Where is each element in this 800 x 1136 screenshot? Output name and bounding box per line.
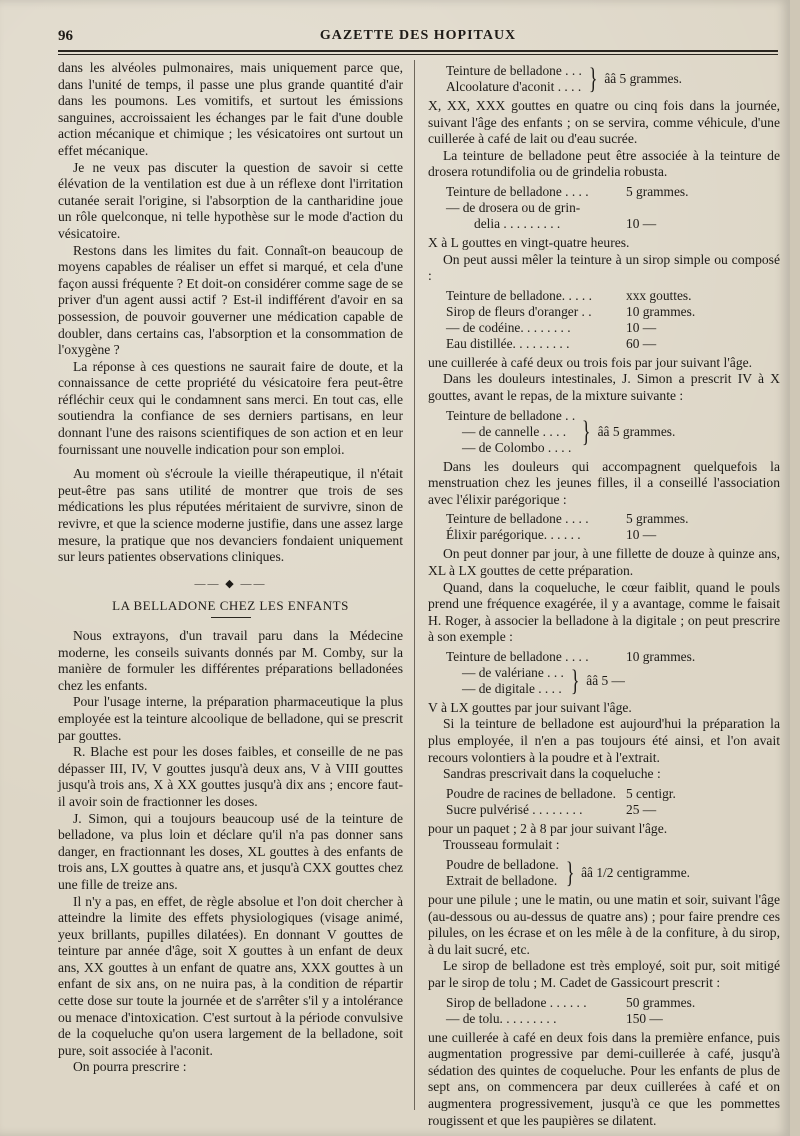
recipe-belladone-drosera xyxy=(446,184,780,232)
recipe-elixir xyxy=(446,511,780,543)
recipe-sirop xyxy=(446,288,780,352)
recipe-line: Teinture de belladone . . xyxy=(446,407,576,423)
recipe-dose: 10 — xyxy=(626,319,657,335)
recipe-valeriane-digitale xyxy=(446,665,780,697)
recipe-dose: 50 grammes. xyxy=(626,994,696,1010)
paragraph: On peut donner par jour, à une fillette de douze à quinze ans, XL à LX gouttes de cette préparation. xyxy=(428,546,780,578)
paragraph: X à L gouttes en vingt-quatre heures. xyxy=(428,234,630,250)
recipe-dose: 5 grammes. xyxy=(626,183,689,199)
recipe-dose: 5 grammes. xyxy=(626,511,689,527)
paragraph: une cuillerée à café en deux fois dans la première enfance, puis augmentation progressive par demi-cuillerée à café, jusqu'à sédation des quintes de coqueluche. Pour les enfants de plus de sept ans, on commencera par deux cuillerées à café et on augmentera progressivement, jusqu'à ce que les pommettes rougissent et que les paupières se dilatent. xyxy=(428,1029,780,1128)
recipe-dose: 10 — xyxy=(626,527,657,543)
paragraph: Le sirop de belladone est très employé, soit pur, soit mitigé par le sirop de tolu ; M. Cadet de Gassicourt prescrit : xyxy=(428,958,780,990)
recipe-dose: 10 — xyxy=(626,215,657,231)
brace-icon: } xyxy=(582,414,591,448)
paragraph: Quand, dans la coqueluche, le cœur faiblit, quand le pouls prend une fréquence exagérée, il y a avantage, comme le faisait H. Roger, à associer la belladone à la digitale ; on peut prescrire à son exemple : xyxy=(428,579,780,645)
paragraph: Au moment où s'écroule la vieille thérapeutique, il n'était peut-être pas sans utilité de montrer que trois de ses médications les plus réputées méritaient de survivre, sinon de revivre, et que la science moderne justifie, dans une assez large mesure, la pratique que nos devanciers fondaient uniquement sur leurs patientes observations cliniques. xyxy=(58,466,403,565)
recipe-line: Teinture de belladone . . . . xyxy=(446,648,589,664)
paragraph: Trousseau formulait : xyxy=(442,837,560,853)
ornament-divider: —— ◆ —— xyxy=(194,577,267,590)
recipe-line: Extrait de belladone. xyxy=(446,873,558,889)
recipe-line: Poudre de racines de belladone. xyxy=(446,785,616,801)
recipe-line: — de cannelle . . . . xyxy=(462,423,567,439)
paragraph: On pourra prescrire : xyxy=(72,1059,187,1075)
paragraph: Pour l'usage interne, la préparation pharmaceutique la plus employée est la teinture alcoolique de belladone, qui se prescrit par gouttes. xyxy=(58,694,404,743)
paragraph: Si la teinture de belladone est aujourd'hui la préparation la plus employée, il n'en a pas toujours été ainsi, et l'on avait recours volontiers à la poudre et à l'extrait. xyxy=(428,716,780,765)
recipe-pilule xyxy=(446,857,780,889)
brace-icon: } xyxy=(588,62,598,95)
recipe-line: Teinture de belladone . . . xyxy=(446,63,582,78)
paragraph: La teinture de belladone peut être associée à la teinture de drosera rotundifolia ou de grindelia robusta. xyxy=(428,147,780,180)
recipe-belladone-aconit xyxy=(446,63,780,95)
paragraph: Sandras prescrivait dans la coqueluche : xyxy=(442,766,661,782)
brace-icon: } xyxy=(565,856,575,890)
paragraph: Dans les douleurs qui accompagnent quelquefois la menstruation chez les jeunes filles, il a conseillé l'association avec l'élixir parégorique : xyxy=(428,458,780,507)
paragraph: La réponse à ces questions ne saurait faire de doute, et la connaissance de cette propriété du vésicatoire fera peut-être réfléchir ceux qui le condamnent sans merci. En tout cas, elle soutiendra la confiance de ses derniers partisans, en leur donnant l'une des raisons scientifiques de son action et en leur fournissant une nouvelle indication pour son emploi. xyxy=(58,358,403,457)
recipe-dose: ââ 5 — xyxy=(586,672,625,688)
page-number: 96 xyxy=(58,28,73,44)
header-rule xyxy=(58,50,778,52)
recipe-line: — de drosera ou de grin- xyxy=(446,199,581,215)
recipe-dose: ââ 5 grammes. xyxy=(604,71,683,86)
recipe-line: Élixir parégorique. . . . . . xyxy=(446,527,581,543)
recipe-line: Teinture de belladone . . . . xyxy=(446,183,589,199)
recipe-dose: ââ 1/2 centigramme. xyxy=(581,865,691,881)
column-divider xyxy=(414,60,415,1110)
paragraph: Je ne veux pas discuter la question de savoir si cette élévation de la ventilation est due à un réflexe dont l'irritation cutanée serait l'origine, si l'absorption de la cantharidine joue un rôle quelconque, ni telle hypothèse sur le mode d'action du vésicatoire. xyxy=(58,159,403,241)
recipe-line: Sirop de belladone . . . . . . xyxy=(446,994,587,1010)
recipe-line: Sucre pulvérisé . . . . . . . . xyxy=(446,801,583,817)
paragraph: pour une pilule ; une le matin, ou une matin et soir, suivant l'âge (au-dessous ou au-dessus de quatre ans) ; pour faire prendre ces pilules, on les écrase et on les mêle à de la confiture, à du sirop, à du lait sucré, etc. xyxy=(428,892,780,957)
recipe-digitale-first xyxy=(446,649,780,665)
paragraph: Dans les douleurs intestinales, J. Simon a prescrit IV à X gouttes, avant le repas, de la mixture suivante : xyxy=(428,371,780,403)
paragraph: On peut aussi mêler la teinture à un sirop simple ou composé : xyxy=(428,251,780,284)
recipe-poudre xyxy=(446,786,780,818)
recipe-line: Eau distillée. . . . . . . . . xyxy=(446,335,570,351)
paragraph: une cuillerée à café deux ou trois fois par jour suivant l'âge. xyxy=(428,354,753,370)
recipe-line: Teinture de belladone . . . . xyxy=(446,511,589,527)
brace-icon: } xyxy=(570,663,580,697)
paragraph: R. Blache est pour les doses faibles, et conseille de ne pas dépasser III, IV, V gouttes jusqu'à deux ans, V à VIII gouttes jusqu'à trois ans, X à XX gouttes jusqu'à dix ans ; encore faut-il avoir soin de fractionner les doses. xyxy=(58,744,403,809)
recipe-line: Teinture de belladone. . . . . xyxy=(446,287,592,303)
paragraph: Restons dans les limites du fait. Connaît-on beaucoup de moyens capables de réaliser un effet si marqué, et cela d'une façon aussi fréquente ? Et doit-on considérer comme sage de se priver d'un agent aussi actif ? Est-il indifférent d'avoir en sa possession, de pouvoir gouverner une médication capable de doubler, dans certains cas, l'absorption et la consommation de l'oxygène ? xyxy=(58,242,403,358)
recipe-sirop-tolu xyxy=(446,995,780,1027)
paragraph: dans les alvéoles pulmonaires, mais uniquement parce que, dans l'unité de temps, il passe une plus grande quantité d'air dans les poumons. Les vomitifs, et surtout les émissions sanguines, accroissaient les échanges par le fait d'une double action mécanique et chimique ; les vésicatoires ont surtout un effet mécanique. xyxy=(58,60,403,158)
recipe-dose: ââ 5 grammes. xyxy=(597,423,676,439)
spacer xyxy=(58,458,403,466)
recipe-line: — de digitale . . . . xyxy=(462,680,562,696)
recipe-line: — de codéine. . . . . . . . xyxy=(446,319,571,335)
recipe-line: delia . . . . . . . . . xyxy=(474,215,561,231)
recipe-dose: 150 — xyxy=(626,1010,663,1026)
page-header xyxy=(58,28,778,48)
paragraph: pour un paquet ; 2 à 8 par jour suivant l'âge. xyxy=(428,820,668,836)
paragraph: Nous extrayons, d'un travail paru dans la Médecine moderne, les conseils suivants donnés par M. Comby, sur la manière de formuler les différentes préparations belladonées chez les enfants. xyxy=(58,628,403,693)
left-column xyxy=(58,60,403,1076)
paragraph: V à LX gouttes par jour suivant l'âge. xyxy=(428,699,632,715)
recipe-line: Alcoolature d'aconit . . . . xyxy=(446,79,582,94)
title-underline xyxy=(211,617,251,618)
recipe-dose: xxx gouttes. xyxy=(626,287,692,303)
section-title: LA BELLADONE CHEZ LES ENFANTS xyxy=(112,598,349,614)
header-rule-thin xyxy=(58,54,778,55)
paragraph: Il n'y a pas, en effet, de règle absolue et l'on doit chercher à atteindre la limite des effets physiologiques (visage animé, yeux brillants, pupilles dilatées). En donnant V gouttes de teinture par année d'âge, soit X gouttes à un enfant de deux ans, XX gouttes à un enfant de quatre ans, XXX gouttes à un enfant de six ans, on ne nuira pas, à la condition de répartir cette dose sur toute la journée et de s'arrêter s'il y a intolérance ou menace d'intoxication. C'est surtout à la période convulsive de la coqueluche qu'on usera largement de la belladone, soit pure, soit associée à l'aconit. xyxy=(58,893,403,1058)
recipe-dose: 10 grammes. xyxy=(626,303,696,319)
recipe-line: — de valériane . . . xyxy=(462,664,564,680)
recipe-line: Poudre de belladone. xyxy=(446,857,559,873)
recipe-cannelle-colombo xyxy=(446,408,780,456)
recipe-dose: 60 — xyxy=(626,335,657,351)
recipe-line: — de tolu. . . . . . . . . xyxy=(446,1010,557,1026)
recipe-dose: 5 centigr. xyxy=(626,785,676,801)
recipe-line: — de Colombo . . . . xyxy=(462,439,572,455)
right-column xyxy=(428,60,780,1129)
recipe-dose: 10 grammes. xyxy=(626,648,696,664)
recipe-dose: 25 — xyxy=(626,801,657,817)
journal-title: GAZETTE DES HOPITAUX xyxy=(319,28,517,43)
paragraph: J. Simon, qui a toujours beaucoup usé de la teinture de belladone, va plus loin et déclare qu'il n'a pas donner sans danger, en fractionnant les doses, XL gouttes à des enfants de trois ans, LX gouttes à quatre ans, et jusqu'à CXX gouttes chez une fille de treize ans. xyxy=(58,810,403,892)
recipe-line: Sirop de fleurs d'oranger . . xyxy=(446,303,592,319)
paragraph: X, XX, XXX gouttes en quatre ou cinq fois dans la journée, suivant l'âge des enfants ; on se servira, comme véhicule, d'une cuillerée à café de lait ou d'eau sucrée. xyxy=(428,98,780,147)
